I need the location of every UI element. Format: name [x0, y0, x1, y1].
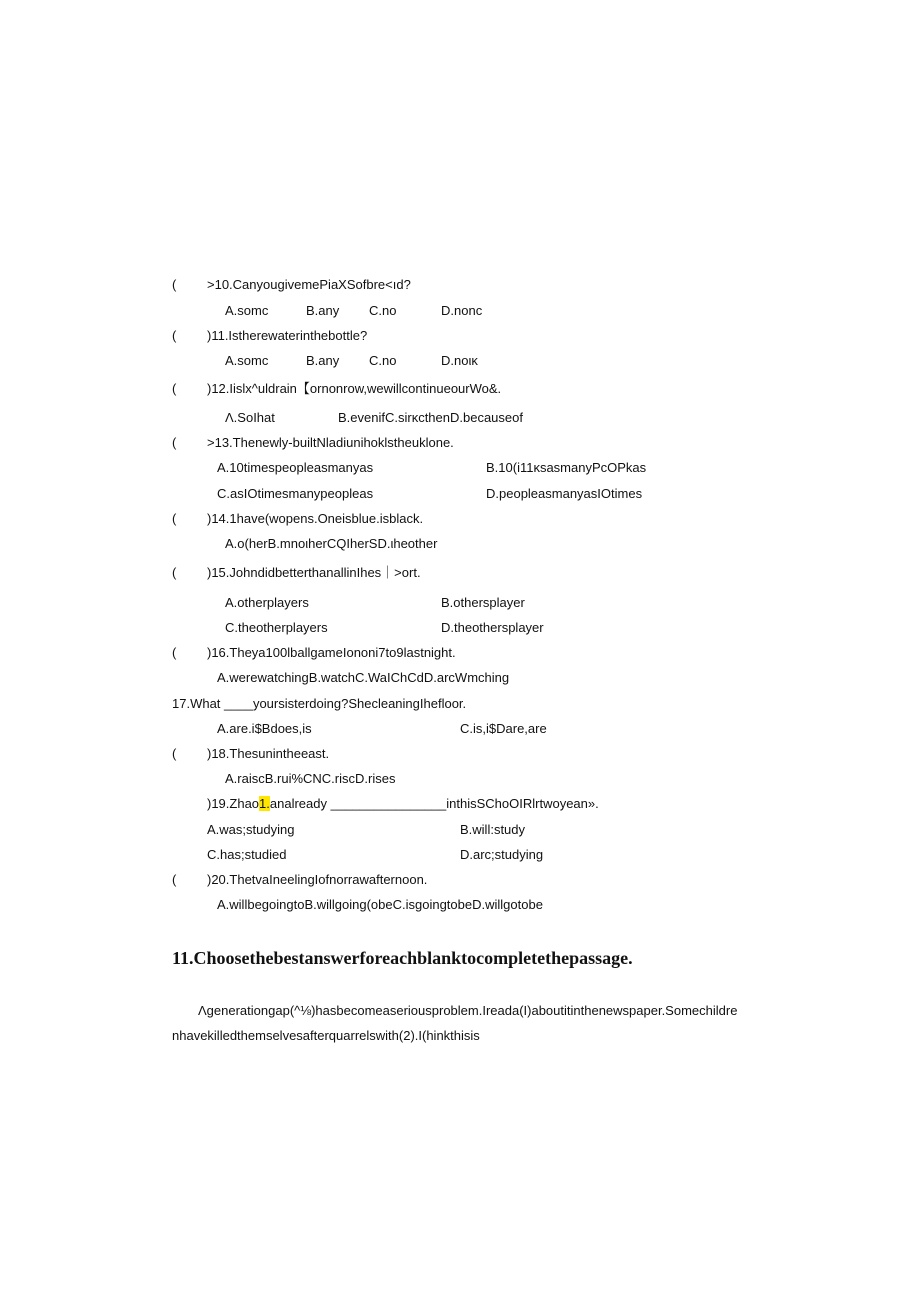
- answer-paren: (: [172, 746, 177, 761]
- question-12-stem: )12.Iislx^uldrain【ornonrow,wewillcontinueourWo&.: [207, 381, 502, 396]
- passage-line-2: nhavekilledthemselvesafterquarrelswith(2).I(hinkthisis: [172, 1028, 480, 1043]
- q15-option-a: A.otherplayers: [225, 595, 309, 610]
- section-heading: 11.Choosethebestanswerforeachblanktocompletethepassage.: [172, 948, 633, 968]
- q12-options-bcd: B.evenifC.sirκcthenD.becauseof: [338, 410, 523, 425]
- q19-option-a: A.was;studying: [207, 822, 295, 837]
- q10-option-b: B.any: [306, 303, 340, 318]
- question-13-stem: >13.Thenewly-builtNladiunihoklstheuklone.: [207, 435, 454, 450]
- answer-paren: (: [172, 328, 177, 343]
- question-19-stem: [207, 796, 599, 812]
- passage-line-1: Λgenerationgap(^⅛)hasbecomeaseriousproblem.Ireada(I)aboutitinthenewspaper.Somechildre: [198, 1003, 738, 1018]
- q12-option-a: Λ.SoIhat: [225, 410, 275, 425]
- q19-option-d: D.arc;studying: [460, 847, 544, 862]
- answer-paren: (: [172, 277, 177, 292]
- q19-stem-pre: )19.Zhao: [207, 796, 260, 811]
- q17-options-ab: A.are.i$Bdoes,is: [217, 721, 312, 736]
- q11-option-b: B.any: [306, 353, 340, 368]
- q14-options: A.o(herB.mnoιherCQIherSD.ιheother: [225, 536, 438, 551]
- question-10-stem: >10.CanyougivemePiaXSofbre<ıd?: [207, 277, 411, 292]
- q17-options-cd: C.is,i$Dare,are: [460, 721, 547, 736]
- q13-option-b: B.10(i11κsasmanyPcOPkas: [486, 460, 647, 475]
- question-17-stem: 17.What ____yoursisterdoing?ShecleaningIhefloor.: [172, 696, 467, 711]
- answer-paren: (: [172, 872, 177, 887]
- answer-paren: (: [172, 565, 177, 580]
- q13-option-c: C.asIOtimesmanypeopleas: [217, 486, 374, 501]
- q13-option-d: D.peopleasmanyasIOtimes: [486, 486, 643, 501]
- question-11-stem: )11.Istherewaterinthebottle?: [207, 328, 368, 343]
- q10-option-d: D.nonc: [441, 303, 483, 318]
- answer-paren: (: [172, 381, 177, 396]
- answer-paren: (: [172, 511, 177, 526]
- question-16-stem: )16.Theya100lballgameIononi7to9lastnight.: [207, 645, 456, 660]
- q15-option-c: C.theotherplayers: [225, 620, 328, 635]
- question-14-stem: )14.1have(wopens.Oneisblue.isblack.: [207, 511, 424, 526]
- q11-option-d: D.noικ: [441, 353, 478, 368]
- q11-option-c: C.no: [369, 353, 397, 368]
- question-20-stem: )20.ThetvaIneelingIofnorrawafternoon.: [207, 872, 428, 887]
- q18-options: A.raiscB.rui%CNC.riscD.rises: [225, 771, 396, 786]
- q13-option-a: A.10timespeopleasmanyas: [217, 460, 374, 475]
- q16-options: A.werewatchingB.watchC.WaIChCdD.arcWmching: [217, 670, 510, 685]
- q19-option-c: C.has;studied: [207, 847, 287, 862]
- q11-option-a: A.somc: [225, 353, 269, 368]
- answer-paren: (: [172, 645, 177, 660]
- answer-paren: (: [172, 435, 177, 450]
- highlight-mark: 1.: [259, 796, 270, 811]
- question-18-stem: )18.Thesunintheeast.: [207, 746, 330, 761]
- q19-stem-post: analready ________________inthisSChoOIRlrtwoyean».: [269, 796, 599, 811]
- q19-option-b: B.will:study: [460, 822, 526, 837]
- q15-option-b: B.othersplayer: [441, 595, 525, 610]
- q20-options: A.willbegoingtoB.willgoing(obeC.isgoingtobeD.willgotobe: [217, 897, 543, 912]
- question-15-stem: )15.JohndidbetterthanallinIhes｜>ort.: [207, 565, 421, 580]
- q10-option-c: C.no: [369, 303, 397, 318]
- q10-option-a: A.somc: [225, 303, 269, 318]
- q15-option-d: D.theothersplayer: [441, 620, 544, 635]
